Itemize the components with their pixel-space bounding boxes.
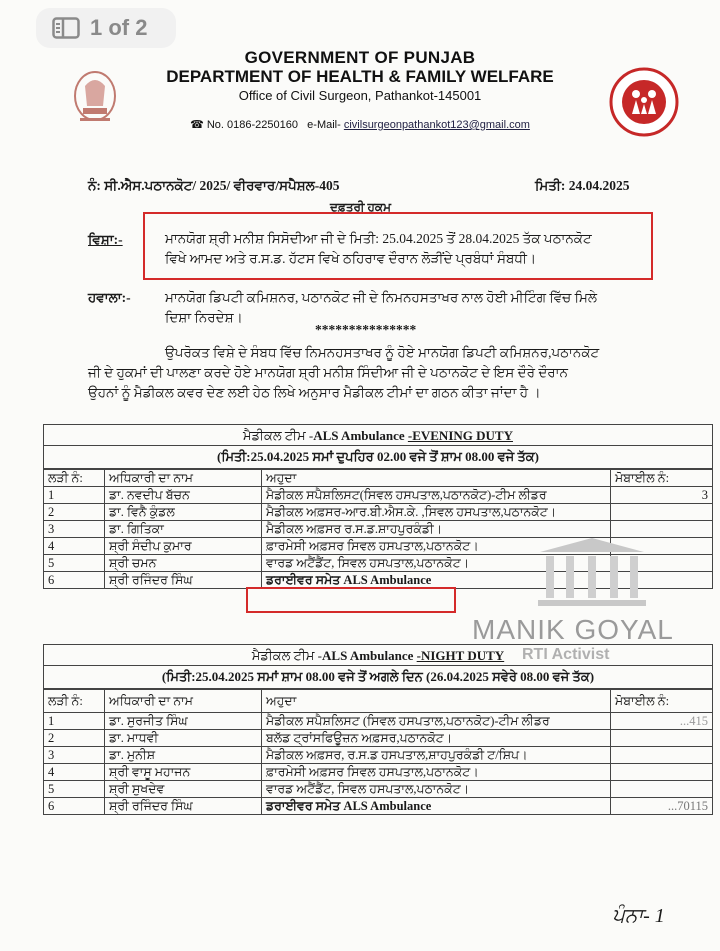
team2-title-ambulance: ALS Ambulance xyxy=(322,648,414,663)
col-designation: ਅਹੁਦਾ xyxy=(262,690,611,713)
ambulance-highlight-box xyxy=(246,587,456,613)
watermark-name: MANIK GOYAL xyxy=(472,614,674,645)
team2-title-duty: -NIGHT DUTY xyxy=(416,648,505,663)
team2-title xyxy=(43,644,713,666)
cell-serial: 5 xyxy=(44,781,105,798)
pillar-building-icon xyxy=(532,536,652,608)
letterhead-department: DEPARTMENT OF HEALTH & FAMILY WELFARE xyxy=(166,67,554,86)
letterhead-office: Office of Civil Surgeon, Pathankot-145001 xyxy=(238,88,482,103)
page-indicator-text: 1 of 2 xyxy=(90,15,148,40)
watermark-role: RTI Activist xyxy=(522,646,610,663)
col-mobile: ਮੋਬਾਈਲ ਨੰ: xyxy=(611,470,713,487)
table-row xyxy=(44,504,713,521)
cell-name: ਸ਼੍ਰੀ ਚਮਨ xyxy=(105,555,262,572)
table-row xyxy=(44,781,713,798)
team2-title-prefix: ਮੈਡੀਕਲ ਟੀਮ - xyxy=(251,648,323,663)
cell-mobile: 3 xyxy=(611,487,713,504)
cell-name: ਸ਼੍ਰੀ ਸੰਦੀਪ ਕੁਮਾਰ xyxy=(105,538,262,555)
col-officer-name: ਅਧਿਕਾਰੀ ਦਾ ਨਾਮ xyxy=(105,690,262,713)
table-row xyxy=(44,764,713,781)
cell-mobile xyxy=(611,764,713,781)
cell-post: ਮੈਡੀਕਲ ਅਫ਼ਸਰ ਰ.ਸ.ਡ.ਸ਼ਾਹਪੁਰਕੰਡੀ। xyxy=(262,521,611,538)
letterhead-government: GOVERNMENT OF PUNJAB xyxy=(244,48,476,67)
col-serial: ਲੜੀ ਨੰ: xyxy=(44,690,105,713)
team1-title-ambulance: ALS Ambulance xyxy=(313,428,405,443)
table-row xyxy=(44,798,713,815)
cell-mobile xyxy=(611,781,713,798)
cell-name: ਡਾ. ਸੁਰਜੀਤ ਸਿੰਘ xyxy=(105,713,262,730)
cell-post: ਮੈਡੀਕਲ ਅਫ਼ਸਰ-ਆਰ.ਬੀ.ਐਸ.ਕੇ. ,ਸਿਵਲ ਹਸਪਤਾਲ,ਪਠਾਨਕੋਟ। xyxy=(262,504,611,521)
team1-timing xyxy=(43,446,713,469)
cell-serial: 4 xyxy=(44,764,105,781)
cell-serial: 1 xyxy=(44,713,105,730)
subject-line-1: ਮਾਨਯੋਗ ਸ਼੍ਰੀ ਮਨੀਸ਼ ਸਿਸੋਦੀਆ ਜੀ ਦੇ ਮਿਤੀ: 25.04.2025 ਤੋਂ 28.04.2025 ਤੱਕ ਪਠਾਨਕੋਟ xyxy=(165,231,592,246)
table-row xyxy=(44,521,713,538)
pages-icon xyxy=(52,17,80,39)
reference-line-1: ਮਾਨਯੋਗ ਡਿਪਟੀ ਕਮਿਸ਼ਨਰ, ਪਠਾਨਕੋਟ ਜੀ ਦੇ ਨਿਮਨਹਸਤਾਖਰ ਨਾਲ ਹੋਈ ਮੀਟਿੰਗ ਵਿੱਚ ਮਿਲੇ xyxy=(165,290,597,305)
cell-serial: 6 xyxy=(44,572,105,589)
cell-serial: 1 xyxy=(44,487,105,504)
col-officer-name: ਅਧਿਕਾਰੀ ਦਾ ਨਾਮ xyxy=(105,470,262,487)
reference-line-2: ਦਿਸ਼ਾ ਨਿਰਦੇਸ਼। xyxy=(165,310,243,325)
team1-title-prefix: ਮੈਡੀਕਲ ਟੀਮ - xyxy=(243,428,314,443)
cell-post: ਡਰਾਈਵਰ ਸਮੇਤ ALS Ambulance xyxy=(262,572,611,589)
cell-mobile xyxy=(611,730,713,747)
team1-title-duty: -EVENING DUTY xyxy=(407,428,513,443)
cell-name: ਡਾ. ਮਾਧਵੀ xyxy=(105,730,262,747)
team2-timing xyxy=(43,666,713,689)
letter-date: ਮਿਤੀ: 24.04.2025 xyxy=(535,178,630,193)
cell-mobile: ...70115 xyxy=(611,798,713,815)
table-row xyxy=(44,487,713,504)
cell-name: ਡਾ. ਨਵਦੀਪ ਬੱਚਨ xyxy=(105,487,262,504)
cell-serial: 3 xyxy=(44,521,105,538)
cell-serial: 5 xyxy=(44,555,105,572)
table-header-row xyxy=(44,470,713,487)
team1-timing-text: (ਮਿਤੀ:25.04.2025 ਸਮਾਂ ਦੁਪਹਿਰ 02.00 ਵਜੇ ਤੋਂ ਸ਼ਾਮ 08.00 ਵਜੇ ਤੱਕ) xyxy=(216,449,539,464)
col-serial: ਲੜੀ ਨੰ: xyxy=(44,470,105,487)
page-indicator[interactable] xyxy=(36,8,176,48)
cell-name: ਸ਼੍ਰੀ ਰਜਿੰਦਰ ਸਿੰਘ xyxy=(105,572,262,589)
cell-name: ਸ਼੍ਰੀ ਵਾਸੂ ਮਹਾਜਨ xyxy=(105,764,262,781)
cell-serial: 4 xyxy=(44,538,105,555)
cell-mobile: ...415 xyxy=(611,713,713,730)
table-row xyxy=(44,730,713,747)
cell-post: ਫ਼ਾਰਮੇਸੀ ਅਫ਼ਸਰ ਸਿਵਲ ਹਸਪਤਾਲ,ਪਠਾਨਕੋਟ। xyxy=(262,538,611,555)
phone-icon: ☎ xyxy=(190,119,204,131)
reference-label: ਹਵਾਲਾ:- xyxy=(88,290,131,305)
cell-post: ਮੈਡੀਕਲ ਸਪੈਸ਼ਲਿਸਟ(ਸਿਵਲ ਹਸਪਤਾਲ,ਪਠਾਨਕੋਟ)-ਟੀਮ ਲੀਡਰ xyxy=(262,487,611,504)
body-line-1: ਉਪਰੋਕਤ ਵਿਸ਼ੇ ਦੇ ਸੰਬਧ ਵਿੱਚ ਨਿਮਨਹਸਤਾਖਰ ਨੂੰ ਹੋਏ ਮਾਨਯੋਗ ਡਿਪਟੀ ਕਮਿਸ਼ਨਰ,ਪਠਾਨਕੋਟ xyxy=(165,345,600,360)
phone-number: No. 0186-2250160 xyxy=(206,119,298,131)
cell-post: ਮੈਡੀਕਲ ਸਪੈਸ਼ਲਿਸਟ (ਸਿਵਲ ਹਸਪਤਾਲ,ਪਠਾਨਕੋਟ)-ਟੀਮ ਲੀਡਰ xyxy=(262,713,611,730)
cell-post: ਡਰਾਈਵਰ ਸਮੇਤ ALS Ambulance xyxy=(262,798,611,815)
cell-serial: 6 xyxy=(44,798,105,815)
page-number-note: ਪੰਨਾ- 1 xyxy=(612,905,665,927)
cell-post: ਬਲੱਡ ਟ੍ਰਾਂਸਫਿਊਜ਼ਨ ਅਫ਼ਸਰ,ਪਠਾਨਕੋਟ। xyxy=(262,730,611,747)
table-row xyxy=(44,747,713,764)
body-line-2: ਜੀ ਦੇ ਹੁਕਮਾਂ ਦੀ ਪਾਲਣਾ ਕਰਦੇ ਹੋਏ ਮਾਨਯੋਗ ਸ਼੍ਰੀ ਮਨੀਸ਼ ਸਿੰਦੀਆ ਜੀ ਦੇ ਪਠਾਨਕੋਟ ਦੇ ਇਸ ਦੌਰੇ ਦੌਰਾਨ xyxy=(88,365,568,380)
cell-name: ਡਾ. ਗਿਤਿਕਾ xyxy=(105,521,262,538)
body-line-3: ਉਹਨਾਂ ਨੂੰ ਮੈਡੀਕਲ ਕਵਰ ਦੇਣ ਲਈ ਹੇਠ ਲਿਖੇ ਅਨੁਸਾਰ ਮੈਡੀਕਲ ਟੀਮਾਂ ਦਾ ਗਠਨ ਕੀਤਾ ਜਾਂਦਾ ਹੈ । xyxy=(88,385,541,400)
table-row xyxy=(44,713,713,730)
separator-stars: *************** xyxy=(315,322,417,337)
cell-post: ਵਾਰਡ ਅਟੈਂਡੈਂਟ, ਸਿਵਲ ਹਸਪਤਾਲ,ਪਠਾਨਕੋਟ। xyxy=(262,555,611,572)
order-title: ਦਫ਼ਤਰੀ ਹੁਕਮ xyxy=(330,200,391,214)
team1-title xyxy=(43,424,713,446)
cell-serial: 2 xyxy=(44,504,105,521)
letterhead-contact xyxy=(0,118,720,131)
email-label: e-Mail- xyxy=(307,119,341,131)
reference-number: ਨੰ: ਸੀ.ਐਸ.ਪਠਾਨਕੋਟ/ 2025/ ਵੀਰਵਾਰ/ਸਪੈਸ਼ਲ-405 xyxy=(88,178,340,193)
team2-timing-text: (ਮਿਤੀ:25.04.2025 ਸਮਾਂ ਸ਼ਾਮ 08.00 ਵਜੇ ਤੋਂ ਅਗਲੇ ਦਿਨ (26.04.2025 ਸਵੇਰੇ 08.00 ਵਜੇ ਤੱਕ) xyxy=(161,669,595,684)
cell-post: ਮੈਡੀਕਲ ਅਫ਼ਸਰ, ਰ.ਸ.ਡ ਹਸਪਤਾਲ,ਸ਼ਾਹਪੁਰਕੰਡੀ ਟ/ਸ਼ਿਪ। xyxy=(262,747,611,764)
cell-mobile xyxy=(611,521,713,538)
cell-name: ਸ਼੍ਰੀ ਸੁਖਦੇਵ xyxy=(105,781,262,798)
cell-name: ਡਾ. ਮੁਨੀਸ਼ xyxy=(105,747,262,764)
subject-line-2: ਵਿਖੇ ਆਮਦ ਅਤੇ ਰ.ਸ.ਡ. ਹੱਟਸ ਵਿਖੇ ਠਹਿਰਾਵ ਦੌਰਾਨ ਲੋੜੀਂਦੇ ਪ੍ਰਬੰਧਾਂ ਸੰਬਧੀ। xyxy=(165,251,537,266)
subject-label: ਵਿਸ਼ਾ:- xyxy=(88,232,123,247)
cell-name: ਸ਼੍ਰੀ ਰਜਿੰਦਰ ਸਿੰਘ xyxy=(105,798,262,815)
cell-name: ਡਾ. ਵਿਨੈ ਕੁੰਡਲ xyxy=(105,504,262,521)
email-link[interactable]: civilsurgeonpathankot123@gmail.com xyxy=(343,119,530,131)
cell-mobile xyxy=(611,747,713,764)
cell-serial: 3 xyxy=(44,747,105,764)
cell-mobile xyxy=(611,504,713,521)
col-mobile: ਮੋਬਾਈਲ ਨੰ: xyxy=(611,690,713,713)
cell-serial: 2 xyxy=(44,730,105,747)
cell-post: ਫ਼ਾਰਮੇਸੀ ਅਫ਼ਸਰ ਸਿਵਲ ਹਸਪਤਾਲ,ਪਠਾਨਕੋਟ। xyxy=(262,764,611,781)
table-header-row xyxy=(44,690,713,713)
col-designation: ਅਹੁਦਾ xyxy=(262,470,611,487)
cell-post: ਵਾਰਡ ਅਟੈਂਡੈਂਟ, ਸਿਵਲ ਹਸਪਤਾਲ,ਪਠਾਨਕੋਟ। xyxy=(262,781,611,798)
team2-table xyxy=(43,689,713,815)
